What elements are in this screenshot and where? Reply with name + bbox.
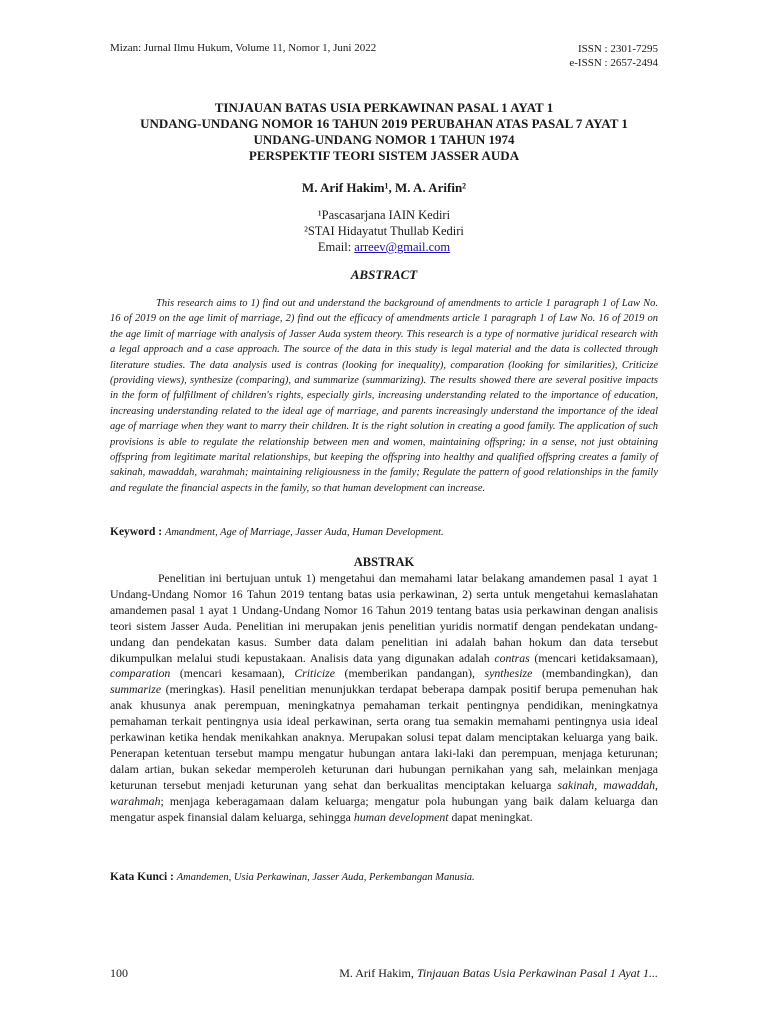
- abstrak-term: contras: [494, 650, 530, 665]
- footer-title: Tinjauan Batas Usia Perkawinan Pasal 1 Ayat 1...: [416, 966, 658, 980]
- affiliation-2: ²STAI Hidayatut Thullab Kediri: [304, 224, 464, 238]
- journal-header: Mizan: Jurnal Ilmu Hukum, Volume 11, Nomor 1, Juni 2022: [110, 42, 377, 54]
- issn-block: [569, 42, 658, 70]
- abstrak-text: [110, 571, 658, 826]
- abstrak-run: (memberikan pandangan),: [334, 666, 485, 681]
- keywords-en: [110, 526, 658, 538]
- abstract-heading: ABSTRACT: [350, 267, 418, 282]
- title-line-4: PERSPEKTIF TEORI SISTEM JASSER AUDA: [248, 148, 520, 163]
- abstrak-term: comparation: [110, 666, 171, 681]
- abstrak-run: ; menjaga keberagamaan dalam keluarga; mengatur pola hubungan yang baik dalam keluarga dan mengatur aspek finansial dalam keluarga, sehingga: [110, 793, 658, 824]
- kata-kunci-values: Amandemen, Usia Perkawinan, Jasser Auda, Perkembangan Manusia.: [176, 872, 475, 883]
- abstrak-run: dapat meningkat.: [448, 809, 533, 824]
- eissn: e-ISSN : 2657-2494: [569, 57, 658, 69]
- abstrak-term: summarize: [110, 682, 162, 697]
- paper-title: [100, 100, 668, 164]
- abstrak-term: Criticize: [294, 666, 335, 681]
- abstrak-heading: ABSTRAK: [353, 555, 415, 569]
- title-line-3: UNDANG-UNDANG NOMOR 1 TAHUN 1974: [253, 132, 515, 147]
- abstrak-run: (membandingkan), dan: [532, 666, 658, 681]
- abstrak-term: sakinah, mawaddah, warahmah: [110, 777, 658, 808]
- affiliation-1: ¹Pascasarjana IAIN Kediri: [317, 208, 451, 222]
- kata-kunci-label: Kata Kunci :: [110, 871, 174, 883]
- email-line: [100, 239, 668, 255]
- abstrak-run: (meringkas). Hasil penelitian menunjukkan terdapat beberapa dampak positif berupa pemenuhan hak anak khusunya anak perempuan, meningkatnya pemahaman terkait pentingnya pendidikan, meningkatnya pemahaman terkait pentingnya usia ideal perkawinan, serta orang tua semakin memahami pentingnya usia ideal perkawinan ketika hendak menikahkan anaknya. Merupakan solusi tepat dalam menciptakan keluarga yang baik. Penerapan ketentuan tersebut mampu mengatur hubungan antara laki-laki dan perempuan, menjaga keturunan; dalam artian, bukan sekedar memperoleh keturunan dari hubungan pernikahan yang sah, melainkan menjaga keturunan tersebut menjadi keturunan yang sehat dan berkualitas menciptakan keluarga: [110, 682, 658, 792]
- email-link[interactable]: arreev@gmail.com: [354, 240, 451, 254]
- title-line-2: UNDANG-UNDANG NOMOR 16 TAHUN 2019 PERUBAHAN ATAS PASAL 7 AYAT 1: [140, 116, 628, 131]
- keyword-values: Amandment, Age of Marriage, Jasser Auda, Human Development.: [164, 527, 444, 538]
- title-line-1: TINJAUAN BATAS USIA PERKAWINAN PASAL 1 AYAT 1: [214, 100, 554, 115]
- abstrak-term: synthesize: [484, 666, 533, 681]
- issn: ISSN : 2301-7295: [577, 43, 658, 55]
- abstrak-run: (mencari ketidaksamaan),: [529, 650, 658, 665]
- abstrak-run: (mencari kesamaan),: [170, 666, 295, 681]
- footer-author: M. Arif Hakim,: [339, 966, 417, 980]
- keyword-label: Keyword :: [110, 526, 163, 538]
- author-list: M. Arif Hakim¹, M. A. Arifin²: [301, 180, 467, 195]
- abstrak-run: Penelitian ini bertujuan untuk 1) mengetahui dan memahami latar belakang amandemen pasal 1 ayat 1 Undang-Undang Nomor 16 Tahun 2019 tentang batas usia perkawinan, 2) serta untuk mengetahui kemaslahatan amandemen pasal 1 ayat 1 Undang-Undang Nomor 16 Tahun 2019 tentang batas usia perkawinan dengan analisis teori sistem Jasser Auda. Penelitian ini merupakan jenis penelitian yuridis normatif dengan pendekatan undang-undang dan pendekatan kasus. Sumber data dalam penelitian ini adalah bahan hokum dan data tersebut dikumpulkan melalui studi kepustakaan. Analisis data yang digunakan adalah: [110, 571, 658, 665]
- abstrak-term: human development: [353, 809, 449, 824]
- running-footer: [339, 966, 658, 981]
- keywords-id: [110, 871, 658, 883]
- abstract-text: This research aims to 1) find out and understand the background of amendments to article 1 paragraph 1 of Law No. 16 of 2019 on the age limit of marriage, 2) find out the efficacy of amendments article 1 paragraph 1 of Law No. 16 of 2019 on the age limit of marriage with analysis of Jasser Auda system theory. This research is a type of normative juridical research with a legal approach and a case approach. The source of the data in this study is legal material and the data is collected through literature studies. The data analysis used is contras (looking for inequality), comparation (looking for similarities), Criticize (providing views), synthesize (comparing), and summarize (summarizing). The results showed there are several positive impacts in the form of fulfillment of children's rights, especially girls, increasing understanding related to the importance of education, increasing understanding related to the ideal age of marriage, and parents increasingly understand the importance of the ideal age of marriage when they want to marry their children. It is the right solution in creating a good family. The application of such provisions is able to regulate the relationship between men and women, maintaining offspring; in a sense, not just obtaining offspring from legitimate marital relationships, but keeping the offspring into healthy and qualified offspring creates a family of sakinah, mawaddah, warahmah; maintaining religiousness in the family; Regulate the pattern of good relationships in the family and regulate the financial aspects in the family, so that human development can increase.: [110, 298, 658, 494]
- page-number: 100: [110, 966, 128, 980]
- email-label: Email:: [317, 240, 355, 254]
- affiliations: [100, 207, 668, 255]
